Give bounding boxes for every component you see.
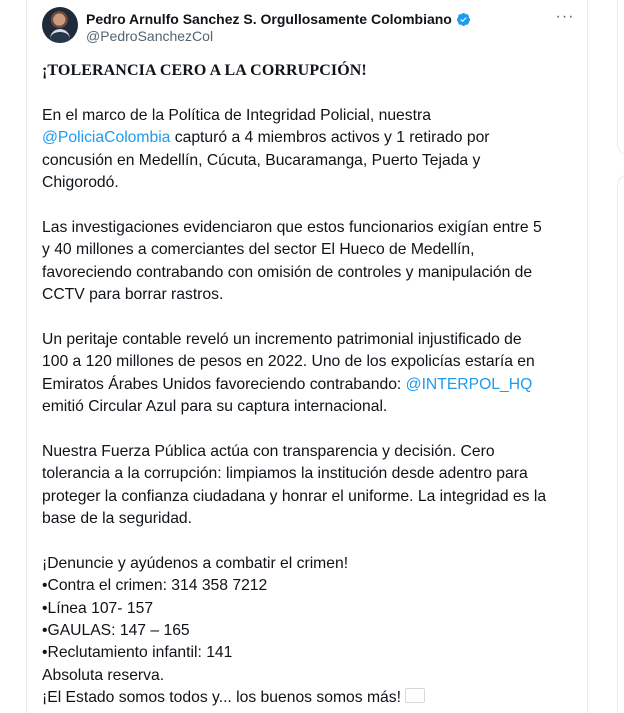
p3-line-3-text: Emiratos Árabes Unidos favoreciendo contrabando: <box>42 375 406 393</box>
tweet-header <box>42 7 582 47</box>
p4-line-2: tolerancia a la corrupción: limpiamos la institución desde adentro para <box>42 465 528 483</box>
p1-line-3: concusión en Medellín, Cúcuta, Bucaramanga, Puerto Tejada y <box>42 151 481 169</box>
p1-line-4: Chigorodó. <box>42 174 119 192</box>
paragraph-4 <box>42 441 582 531</box>
p5-line-7 <box>42 687 582 709</box>
p5-line-2: •Contra el crimen: 314 358 7212 <box>42 577 268 595</box>
p4-line-4: base de la seguridad. <box>42 510 193 528</box>
p3-line-1: Un peritaje contable reveló un incremento patrimonial injustificado de <box>42 330 522 348</box>
p2-line-3: favoreciendo contrabando con omisión de controles y manipulación de <box>42 263 533 281</box>
p1-line-1: En el marco de la Política de Integridad Policial, nuestra <box>42 106 431 124</box>
avatar[interactable] <box>42 7 78 43</box>
p5-line-6: Absoluta reserva. <box>42 666 165 684</box>
p5-line-5: •Reclutamiento infantil: 141 <box>42 644 233 662</box>
verified-badge-icon <box>456 12 471 27</box>
paragraph-5 <box>42 553 582 710</box>
colombia-flag-icon <box>405 688 425 703</box>
adjacent-panel-edge <box>617 0 624 713</box>
p5-line-3: •Línea 107- 157 <box>42 599 154 617</box>
mention-interpol-hq[interactable]: @INTERPOL_HQ <box>405 375 533 393</box>
author-display-name[interactable]: Pedro Arnulfo Sanchez S. Orgullosamente Colombiano <box>86 11 452 27</box>
p1-line-2 <box>42 127 582 149</box>
paragraph-3 <box>42 329 582 419</box>
author-handle[interactable]: @PedroSanchezCol <box>86 28 214 44</box>
p4-line-1: Nuestra Fuerza Pública actúa con transparencia y decisión. Cero <box>42 442 495 460</box>
p5-line-4: •GAULAS: 147 – 165 <box>42 622 190 640</box>
p4-line-3: proteger la confianza ciudadana y honrar el uniforme. La integridad es la <box>42 487 547 505</box>
p2-line-4: CCTV para borrar rastros. <box>42 286 224 304</box>
adjacent-card-bottom <box>617 174 624 713</box>
tweet-title: ¡TOLERANCIA CERO A LA CORRUPCIÓN! <box>42 62 367 79</box>
p3-line-2: 100 a 120 millones de pesos en 2022. Uno de los expolicías estaría en <box>42 353 535 371</box>
more-options-icon[interactable]: ··· <box>555 8 575 25</box>
author-name-row <box>86 10 471 28</box>
adjacent-card-top <box>617 0 624 156</box>
mention-policia-colombia[interactable]: @PoliciaColombia <box>42 129 171 147</box>
paragraph-1 <box>42 105 582 195</box>
p3-line-4: emitió Circular Azul para su captura internacional. <box>42 398 388 416</box>
p2-line-1: Las investigaciones evidenciaron que estos funcionarios exigían entre 5 <box>42 218 542 236</box>
p1-line-2-text: capturó a 4 miembros activos y 1 retirado por <box>170 129 490 147</box>
tweet-text <box>42 60 582 713</box>
p5-line-1: ¡Denuncie y ayúdenos a combatir el crimen! <box>42 554 349 572</box>
p5-line-7-text: ¡El Estado somos todos y... los buenos somos más! <box>42 689 401 707</box>
paragraph-2 <box>42 217 582 307</box>
p3-line-3 <box>42 374 582 396</box>
p2-line-2: y 40 millones a comerciantes del sector El Hueco de Medellín, <box>42 241 475 259</box>
